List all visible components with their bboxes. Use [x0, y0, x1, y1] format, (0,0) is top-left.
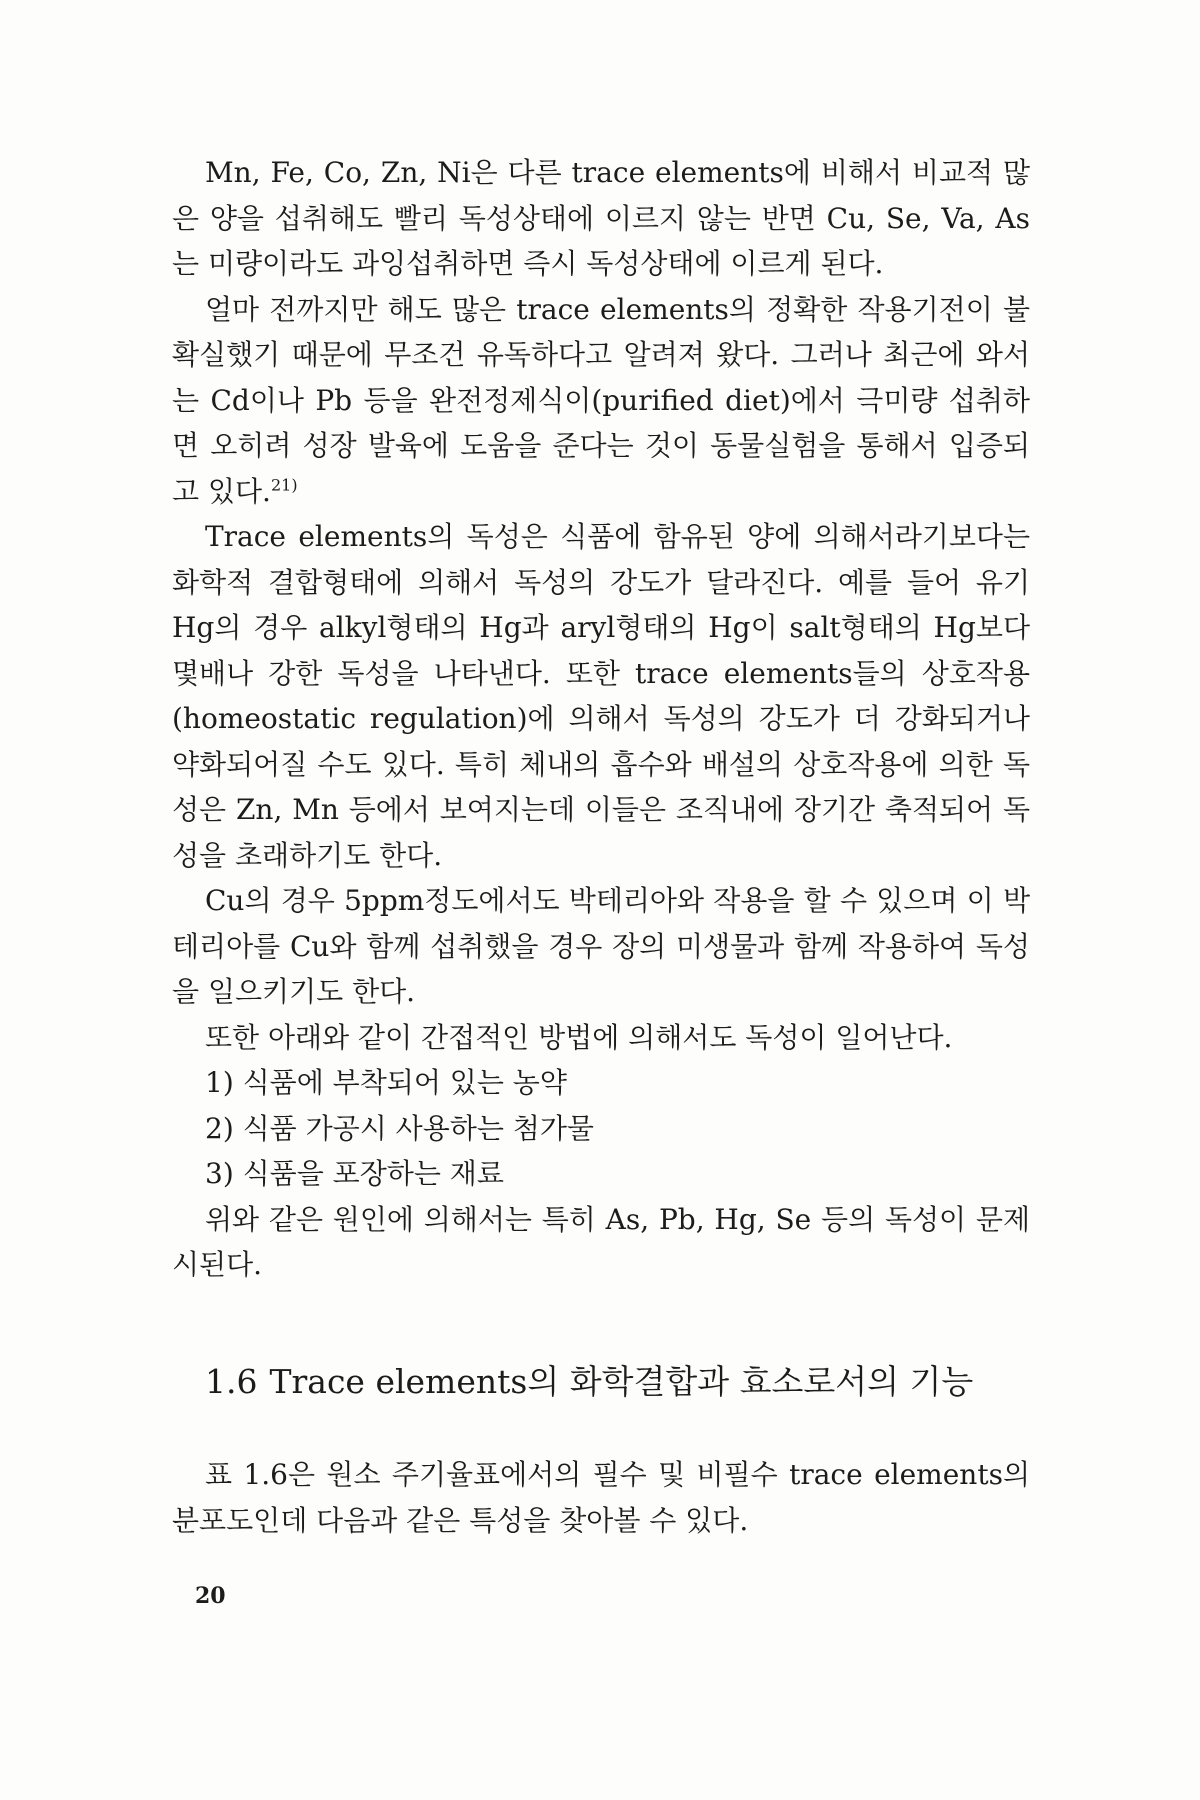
paragraph-chemical-form: Trace elements의 독성은 식품에 함유된 양에 의해서라기보다는 화학적 결합형태에 의해서 독성의 강도가 달라진다. 예를 들어 유기 Hg의 경우 alkyl형태의 Hg과 aryl형태의 Hg이 salt형태의 Hg보다 몇배나 강한 독성을 나타낸다. 또한 trace elements들의 상호작용(homeostatic regulation)에 의해서 독성의 강도가 더 강화되거나 약화되어질 수도 있다. 특히 체내의 흡수와 배설의 상호작용에 의한 독성은 Zn, Mn 등에서 보여지는데 이들은 조직내에 장기간 축적되어 독성을 초래하기도 한다.	[172, 520, 1030, 872]
paragraph-copper: Cu의 경우 5ppm정도에서도 박테리아와 작용을 할 수 있으며 이 박테리아를 Cu와 함께 섭취했을 경우 장의 미생물과 함께 작용하여 독성을 일으키기도 한다.	[172, 884, 1030, 1008]
section-heading	[205, 1360, 1025, 1404]
section-number: 1.6	[205, 1362, 258, 1401]
body-text	[172, 150, 1030, 1288]
paragraph-mechanism	[172, 287, 1030, 515]
section-body	[172, 1452, 1030, 1543]
page-number: 20	[195, 1583, 226, 1609]
paragraph-indirect-intro: 또한 아래와 같이 간접적인 방법에 의해서도 독성이 일어난다.	[205, 1020, 953, 1054]
footnote-reference: 21)	[270, 475, 298, 495]
paragraph-mechanism-text: 얼마 전까지만 해도 많은 trace elements의 정확한 작용기전이 불확실했기 때문에 무조건 유독하다고 알려져 왔다. 그러나 최근에 와서는 Cd이나 Pb 등을 완전정제식이(purified diet)에서 극미량 섭취하면 오히려 성장 발육에 도움을 준다는 것이 동물실험을 통해서 입증되고 있다.	[172, 292, 1030, 508]
list-item: 2) 식품 가공시 사용하는 첨가물	[205, 1111, 594, 1145]
list-item: 3) 식품을 포장하는 재료	[205, 1157, 504, 1190]
section-title: Trace elements의 화학결합과 효소로서의 기능	[269, 1362, 974, 1401]
list-item: 1) 식품에 부착되어 있는 농약	[205, 1066, 567, 1099]
paragraph-closing: 위와 같은 원인에 의해서는 특히 As, Pb, Hg, Se 등의 독성이 문제시된다.	[172, 1202, 1030, 1281]
paragraph-table-intro: 표 1.6은 원소 주기율표에서의 필수 및 비필수 trace elements의 분포도인데 다음과 같은 특성을 찾아볼 수 있다.	[172, 1458, 1030, 1537]
paragraph-toxicity-threshold: Mn, Fe, Co, Zn, Ni은 다른 trace elements에 비해서 비교적 많은 양을 섭취해도 빨리 독성상태에 이르지 않는 반면 Cu, Se, Va, As는 미량이라도 과잉섭취하면 즉시 독성상태에 이르게 된다.	[172, 156, 1030, 280]
